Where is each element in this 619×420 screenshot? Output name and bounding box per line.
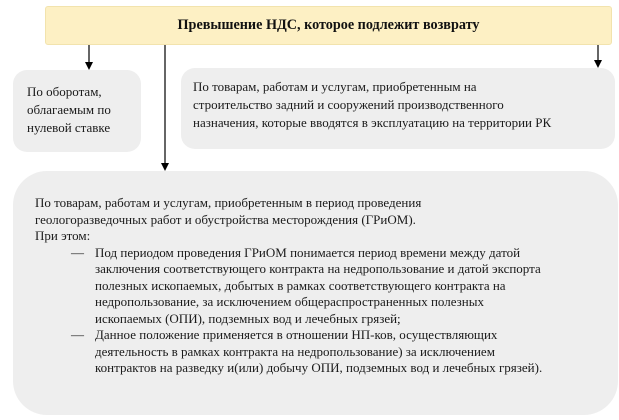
grom-bullet-period xyxy=(35,245,604,328)
grom-intro-line: При этом: xyxy=(35,228,91,243)
zero-rate-line: нулевой ставке xyxy=(27,120,111,135)
zero-rate-line: По оборотам, xyxy=(27,84,102,99)
bullet-line: деятельность в рамках контракта на недропользование) за исключением xyxy=(95,343,495,359)
zero-rate-box xyxy=(13,70,141,152)
construction-line: По товарам, работам и услугам, приобретенным на xyxy=(193,79,477,94)
construction-line: строительство задний и сооружений производственного xyxy=(193,97,504,112)
construction-box xyxy=(181,68,615,149)
arrowhead-construction xyxy=(594,60,602,68)
bullet-line: Под периодом проведения ГРиОМ понимается период времени между датой xyxy=(95,244,521,260)
grom-intro-line: По товарам, работам и услугам, приобретенным в период проведения xyxy=(35,195,422,210)
zero-rate-line: облагаемым по xyxy=(27,102,111,117)
bullet-line: заключения соответствующего контракта на недропользование и датой экспорта xyxy=(95,261,541,276)
bullet-line: полезных ископаемых, добытых в рамках соответствующего контракта на xyxy=(95,277,506,293)
bullet-dash: — xyxy=(71,244,84,260)
construction-line: назначения, которые вводятся в эксплуатацию на территории РК xyxy=(193,115,552,130)
grom-bullet-applicability xyxy=(35,327,604,377)
bullet-dash: — xyxy=(71,327,84,342)
grom-intro-line: геологоразведочных работ и обустройства месторождения (ГРиОМ). xyxy=(35,211,416,227)
arrowhead-zero-rate xyxy=(85,62,93,70)
bullet-line: недропользование, за исключением общераспространенных полезных xyxy=(95,294,484,309)
bullet-line: ископаемых (ОПИ), подземных вод и лечебных грязей; xyxy=(95,310,401,326)
bullet-line: Данное положение применяется в отношении НП-ков, осуществляющих xyxy=(95,327,498,342)
diagram-title: Превышение НДС, которое подлежит возврату xyxy=(177,17,480,33)
arrowhead-grom xyxy=(161,163,169,171)
bullet-line: контрактов на разведку и(или) добычу ОПИ, подземных вод и лечебных грязей). xyxy=(95,360,543,375)
grom-box xyxy=(13,171,618,415)
